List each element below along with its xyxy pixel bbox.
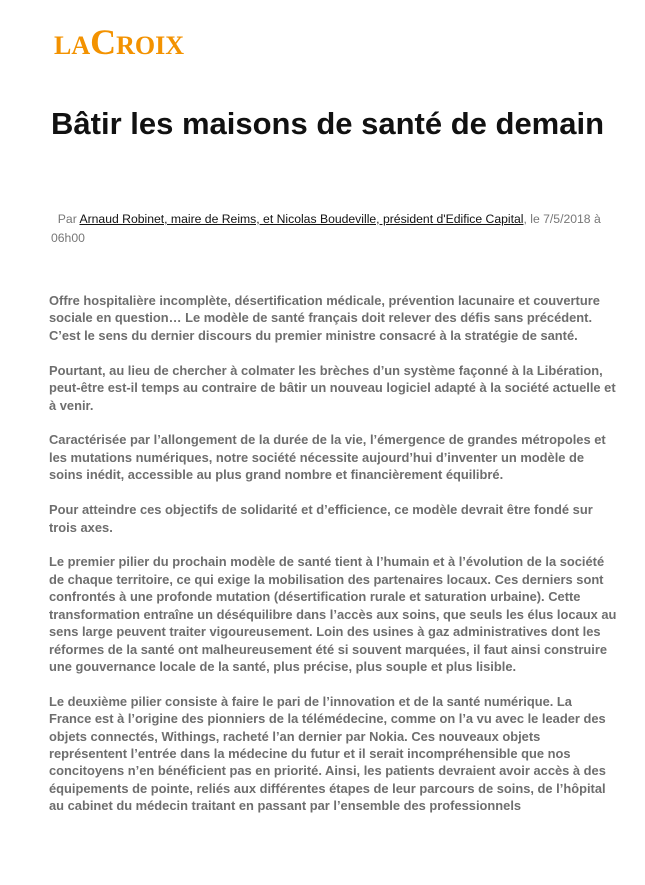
paragraph: Offre hospitalière incomplète, désertification médicale, prévention lacunaire et couverture sociale en question… Le modèle de santé français doit relever des défis sans précédent. C’est le sens du dernier discours du premier ministre consacré à la stratégie de santé. — [49, 293, 600, 343]
article-title: Bâtir les maisons de santé de demain — [51, 106, 605, 141]
article-body — [49, 292, 617, 832]
paragraph: Caractérisée par l’allongement de la durée de la vie, l’émergence de grandes métropoles et les mutations numériques, notre société nécessite aujourd’hui d’inventer un modèle de soins inédit, accessible au plus grand nombre et financièrement équilibré. — [49, 432, 606, 483]
article-date: 7/5/2018 à 06h00 — [51, 212, 601, 245]
logo-part-c: C — [90, 22, 117, 62]
author-link[interactable]: Arnaud Robinet, maire de Reims, et Nicolas Boudeville, président d'Edifice Capital — [79, 212, 524, 226]
la-croix-logo[interactable] — [54, 24, 184, 60]
byline-prefix: Par — [57, 212, 77, 226]
logo-part-roix: ROIX — [116, 31, 185, 60]
byline-suffix: , le — [523, 212, 540, 226]
paragraph: Pourtant, au lieu de chercher à colmater les brèches d’un système façonné à la Libération, peut-être est-il temps au contraire de bâtir un nouveau logiciel adapté à la société actuelle et à venir. — [49, 362, 616, 413]
logo-part-la: LA — [54, 31, 91, 60]
paragraph: Le premier pilier du prochain modèle de santé tient à l’humain et à l’évolution de la société de chaque territoire, ce qui exige la mobilisation des partenaires locaux. Ces derniers sont confrontés à une profonde mutation (désertification rurale et saturation urbaine). Cette transformation entraîne un déséquilibre dans l’accès aux soins, que seuls les élus locaux au sens large peuvent traiter vigoureusement. Loin des usines à gaz administratives dont les réformes de la santé ont malheureusement été si souvent marquées, il faut ainsi construire une gouvernance locale de la santé, plus précise, plus souple et plus lisible. — [49, 554, 617, 674]
paragraph: Pour atteindre ces objectifs de solidarité et d’efficience, ce modèle devrait être fondé sur trois axes. — [49, 502, 593, 535]
paragraph: Le deuxième pilier consiste à faire le pari de l’innovation et de la santé numérique. La France est à l’origine des pionniers de la télémédecine, comme on l’a vu avec le leader des objets connectés, Withings, racheté l’an dernier par Nokia. Ces nouveaux objets représentent l’entrée dans la médecine du futur et il serait incompréhensible que nos concitoyens n’en bénéficient pas en priorité. Ainsi, les patients devraient avoir accès à des équipements de pointe, reliés aux différentes étapes de leur parcours de soins, de l’hôpital au cabinet du médecin traitant en passant par l’ensemble des professionnels — [49, 693, 606, 814]
article-byline — [51, 210, 611, 248]
